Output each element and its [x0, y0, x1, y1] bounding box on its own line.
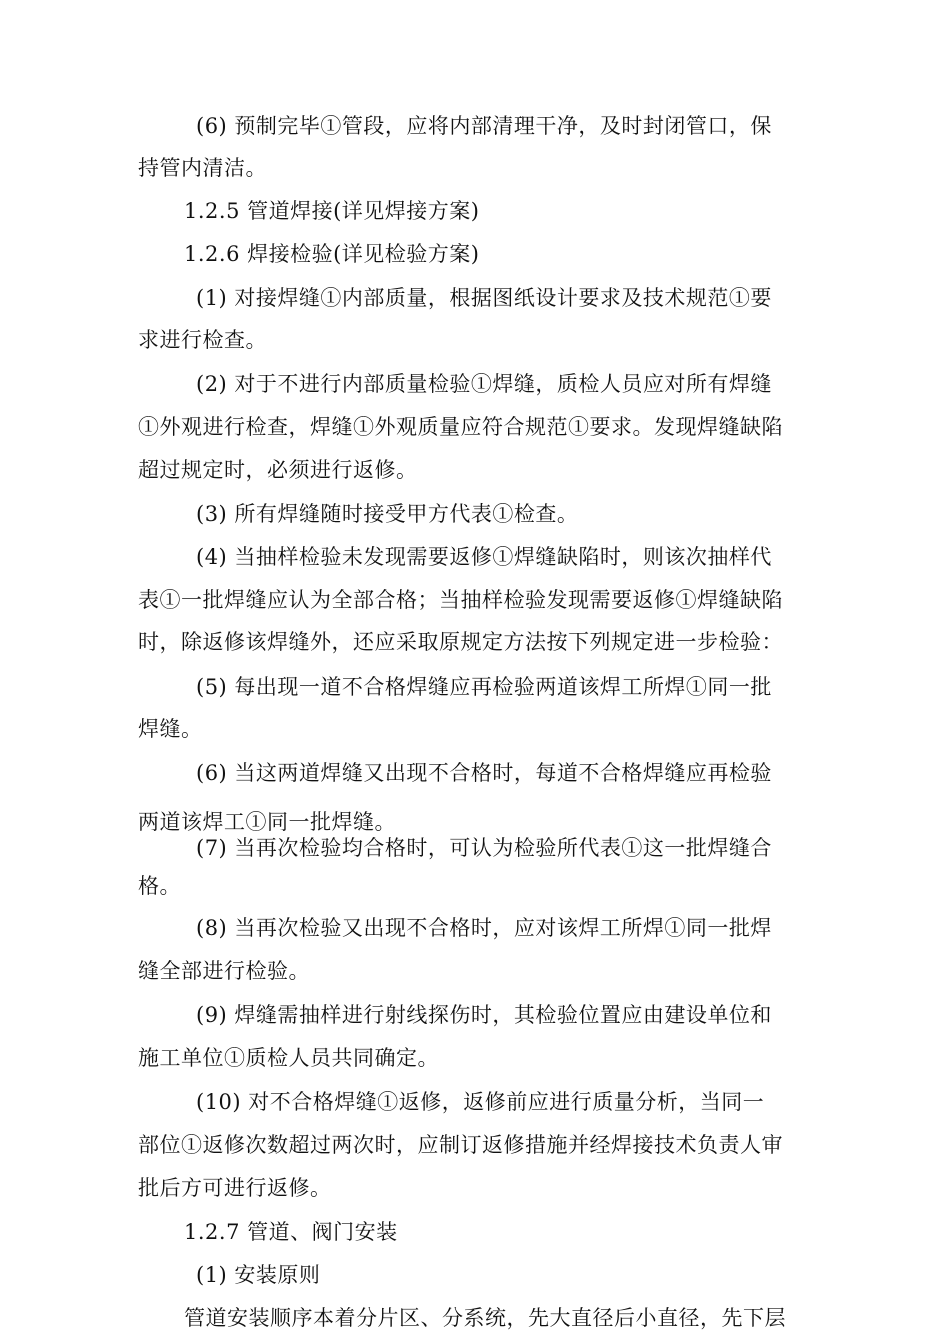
item-9-line-1: (9) 焊缝需抽样进行射线探伤时，其检验位置应由建设单位和	[196, 1003, 772, 1027]
item-4-line-1: (4) 当抽样检验未发现需要返修①焊缝缺陷时，则该次抽样代	[196, 545, 772, 569]
item-2-line-3: 超过规定时，必须进行返修。	[138, 458, 418, 482]
item-10-line-2: 部位①返修次数超过两次时，应制订返修措施并经焊接技术负责人审	[138, 1133, 783, 1157]
item-1-line-2: 求进行检查。	[138, 328, 267, 352]
item-2-line-2: ①外观进行检查，焊缝①外观质量应符合规范①要求。发现焊缝缺陷	[138, 415, 783, 439]
section-1-2-6-heading: 1.2.6 焊接检验(详见检验方案)	[184, 242, 480, 266]
item-10-line-3: 批后方可进行返修。	[138, 1176, 332, 1200]
item-6-line-1: (6) 当这两道焊缝又出现不合格时，每道不合格焊缝应再检验	[196, 761, 772, 785]
item-6-line-2: 两道该焊工①同一批焊缝。	[138, 810, 396, 834]
install-paragraph-line-1: 管道安装顺序本着分片区、分系统，先大直径后小直径，先下层	[184, 1306, 786, 1330]
item-8-line-2: 缝全部进行检验。	[138, 959, 310, 983]
section-1-2-5-heading: 1.2.5 管道焊接(详见焊接方案)	[184, 199, 480, 223]
item-4-line-2: 表①一批焊缝应认为全部合格；当抽样检验发现需要返修①焊缝缺陷	[138, 588, 783, 612]
item-10-line-1: (10) 对不合格焊缝①返修，返修前应进行质量分析，当同一	[196, 1090, 765, 1114]
section-1-2-7-heading: 1.2.7 管道、阀门安装	[184, 1220, 398, 1244]
item-3-line-1: (3) 所有焊缝随时接受甲方代表①检查。	[196, 502, 579, 526]
item-2-line-1: (2) 对于不进行内部质量检验①焊缝，质检人员应对所有焊缝	[196, 372, 772, 396]
item-7-line-1: (7) 当再次检验均合格时，可认为检验所代表①这一批焊缝合	[196, 836, 772, 860]
install-item-1-heading: (1) 安装原则	[196, 1263, 321, 1287]
para-6-line-1: (6) 预制完毕①管段，应将内部清理干净，及时封闭管口，保	[196, 114, 772, 138]
item-1-line-1: (1) 对接焊缝①内部质量，根据图纸设计要求及技术规范①要	[196, 286, 772, 310]
item-7-line-2: 格。	[138, 874, 181, 898]
item-8-line-1: (8) 当再次检验又出现不合格时，应对该焊工所焊①同一批焊	[196, 916, 772, 940]
item-4-line-3: 时，除返修该焊缝外，还应采取原规定方法按下列规定进一步检验：	[138, 630, 783, 654]
item-5-line-2: 焊缝。	[138, 717, 203, 741]
item-9-line-2: 施工单位①质检人员共同确定。	[138, 1046, 439, 1070]
para-6-line-2: 持管内清洁。	[138, 156, 267, 180]
item-5-line-1: (5) 每出现一道不合格焊缝应再检验两道该焊工所焊①同一批	[196, 675, 772, 699]
